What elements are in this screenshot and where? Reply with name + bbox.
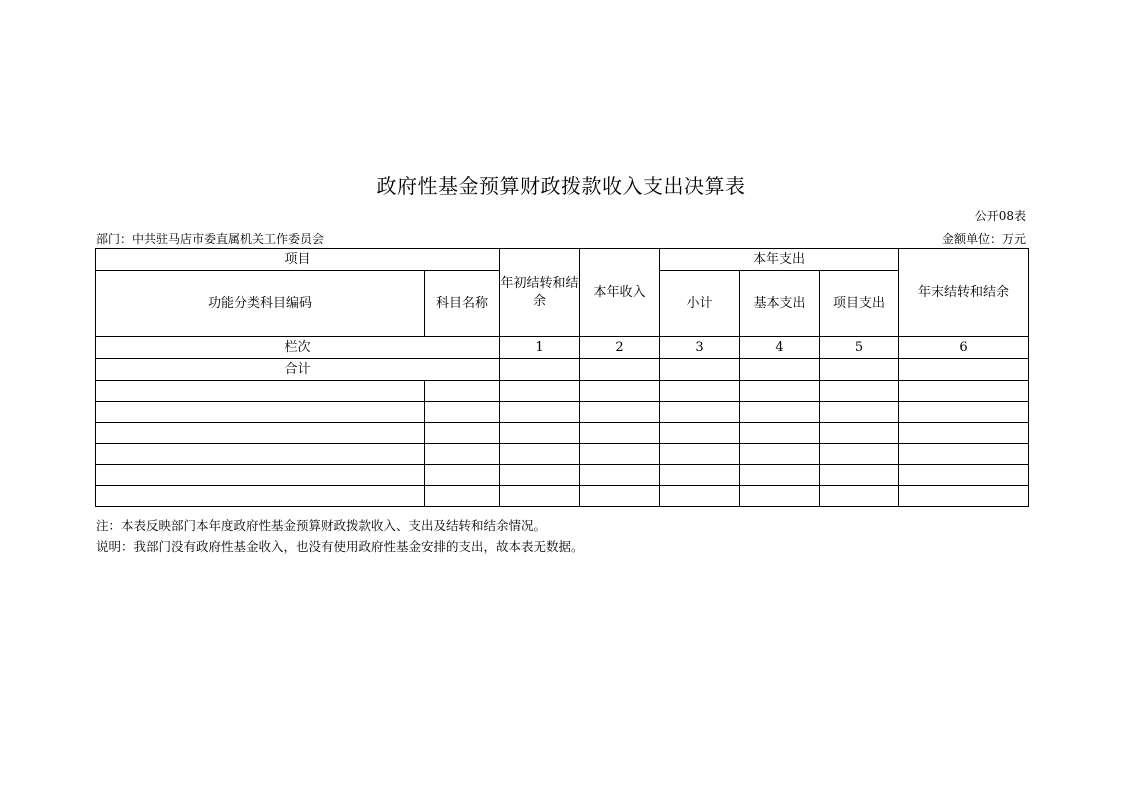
table-cell (425, 465, 500, 486)
table-cell (660, 381, 740, 402)
note-line: 注：本表反映部门本年度政府性基金预算财政拨款收入、支出及结转和结余情况。 (96, 518, 547, 533)
column-number-cell: 4 (740, 337, 820, 359)
table-cell (899, 444, 1029, 465)
department-label: 部门：中共驻马店市委直属机关工作委员会 (96, 232, 325, 246)
table-cell (820, 381, 899, 402)
table-cell (425, 423, 500, 444)
table-row (96, 486, 1029, 507)
table-row (96, 444, 1029, 465)
table-cell (820, 444, 899, 465)
table-cell (500, 359, 580, 381)
explanation-line: 说明：我部门没有政府性基金收入，也没有使用政府性基金安排的支出，故本表无数据。 (96, 539, 584, 554)
basic-expense-header: 基本支出 (740, 271, 820, 337)
table-cell (740, 444, 820, 465)
begin-balance-header: 年初结转和结余 (500, 249, 580, 337)
table-row (96, 381, 1029, 402)
table-cell (96, 444, 425, 465)
table-cell (580, 465, 660, 486)
project-expense-header: 项目支出 (820, 271, 899, 337)
table-cell (740, 381, 820, 402)
notes (96, 515, 584, 557)
table-cell (425, 486, 500, 507)
table-cell (500, 402, 580, 423)
table-cell (899, 486, 1029, 507)
table-cell (899, 359, 1029, 381)
year-expense-header: 本年支出 (660, 249, 899, 271)
table-cell (820, 465, 899, 486)
table-cell (660, 444, 740, 465)
year-income-header: 本年收入 (580, 249, 660, 337)
table-cell (740, 486, 820, 507)
table-cell (500, 465, 580, 486)
table-cell (820, 486, 899, 507)
table-cell (580, 486, 660, 507)
table-row (96, 465, 1029, 486)
table-cell (740, 423, 820, 444)
table-cell (899, 402, 1029, 423)
table-cell (500, 381, 580, 402)
form-number: 公开08表 (974, 209, 1026, 223)
table-cell (580, 444, 660, 465)
table-cell (500, 423, 580, 444)
table-cell (899, 423, 1029, 444)
table-cell (740, 359, 820, 381)
table-cell (580, 423, 660, 444)
table-cell (580, 381, 660, 402)
table-row (96, 402, 1029, 423)
table-cell (740, 465, 820, 486)
subtotal-header: 小计 (660, 271, 740, 337)
table-cell (899, 465, 1029, 486)
column-number-cell: 5 (820, 337, 899, 359)
report-title: 政府性基金预算财政拨款收入支出决算表 (376, 174, 746, 198)
table-cell (740, 402, 820, 423)
table-cell (425, 402, 500, 423)
column-number-row (96, 337, 1029, 359)
project-header: 项目 (96, 249, 500, 271)
header-row-1 (96, 249, 1029, 271)
budget-table (95, 248, 1029, 507)
table-cell (580, 359, 660, 381)
table-cell (820, 402, 899, 423)
table-row (96, 423, 1029, 444)
column-number-cell: 6 (899, 337, 1029, 359)
column-number-cell: 2 (580, 337, 660, 359)
table-cell (660, 486, 740, 507)
table-cell (96, 423, 425, 444)
table-cell (660, 402, 740, 423)
total-row (96, 359, 1029, 381)
table-cell (660, 465, 740, 486)
table-cell (820, 359, 899, 381)
table-cell (96, 465, 425, 486)
func-code-header: 功能分类科目编码 (96, 271, 425, 337)
table-cell (96, 402, 425, 423)
table-cell (899, 381, 1029, 402)
table-cell (96, 486, 425, 507)
table-cell (96, 381, 425, 402)
table-cell (660, 423, 740, 444)
table-cell (500, 444, 580, 465)
table-cell (820, 423, 899, 444)
table-cell (660, 359, 740, 381)
table-cell (580, 402, 660, 423)
table-cell (425, 381, 500, 402)
column-number-cell: 1 (500, 337, 580, 359)
subject-name-header: 科目名称 (425, 271, 500, 337)
end-balance-header: 年末结转和结余 (899, 249, 1029, 337)
column-number-label: 栏次 (96, 337, 500, 359)
table-cell (425, 444, 500, 465)
column-number-cell: 3 (660, 337, 740, 359)
table-cell (500, 486, 580, 507)
amount-unit-label: 金额单位：万元 (941, 232, 1026, 246)
total-label: 合计 (96, 359, 500, 381)
